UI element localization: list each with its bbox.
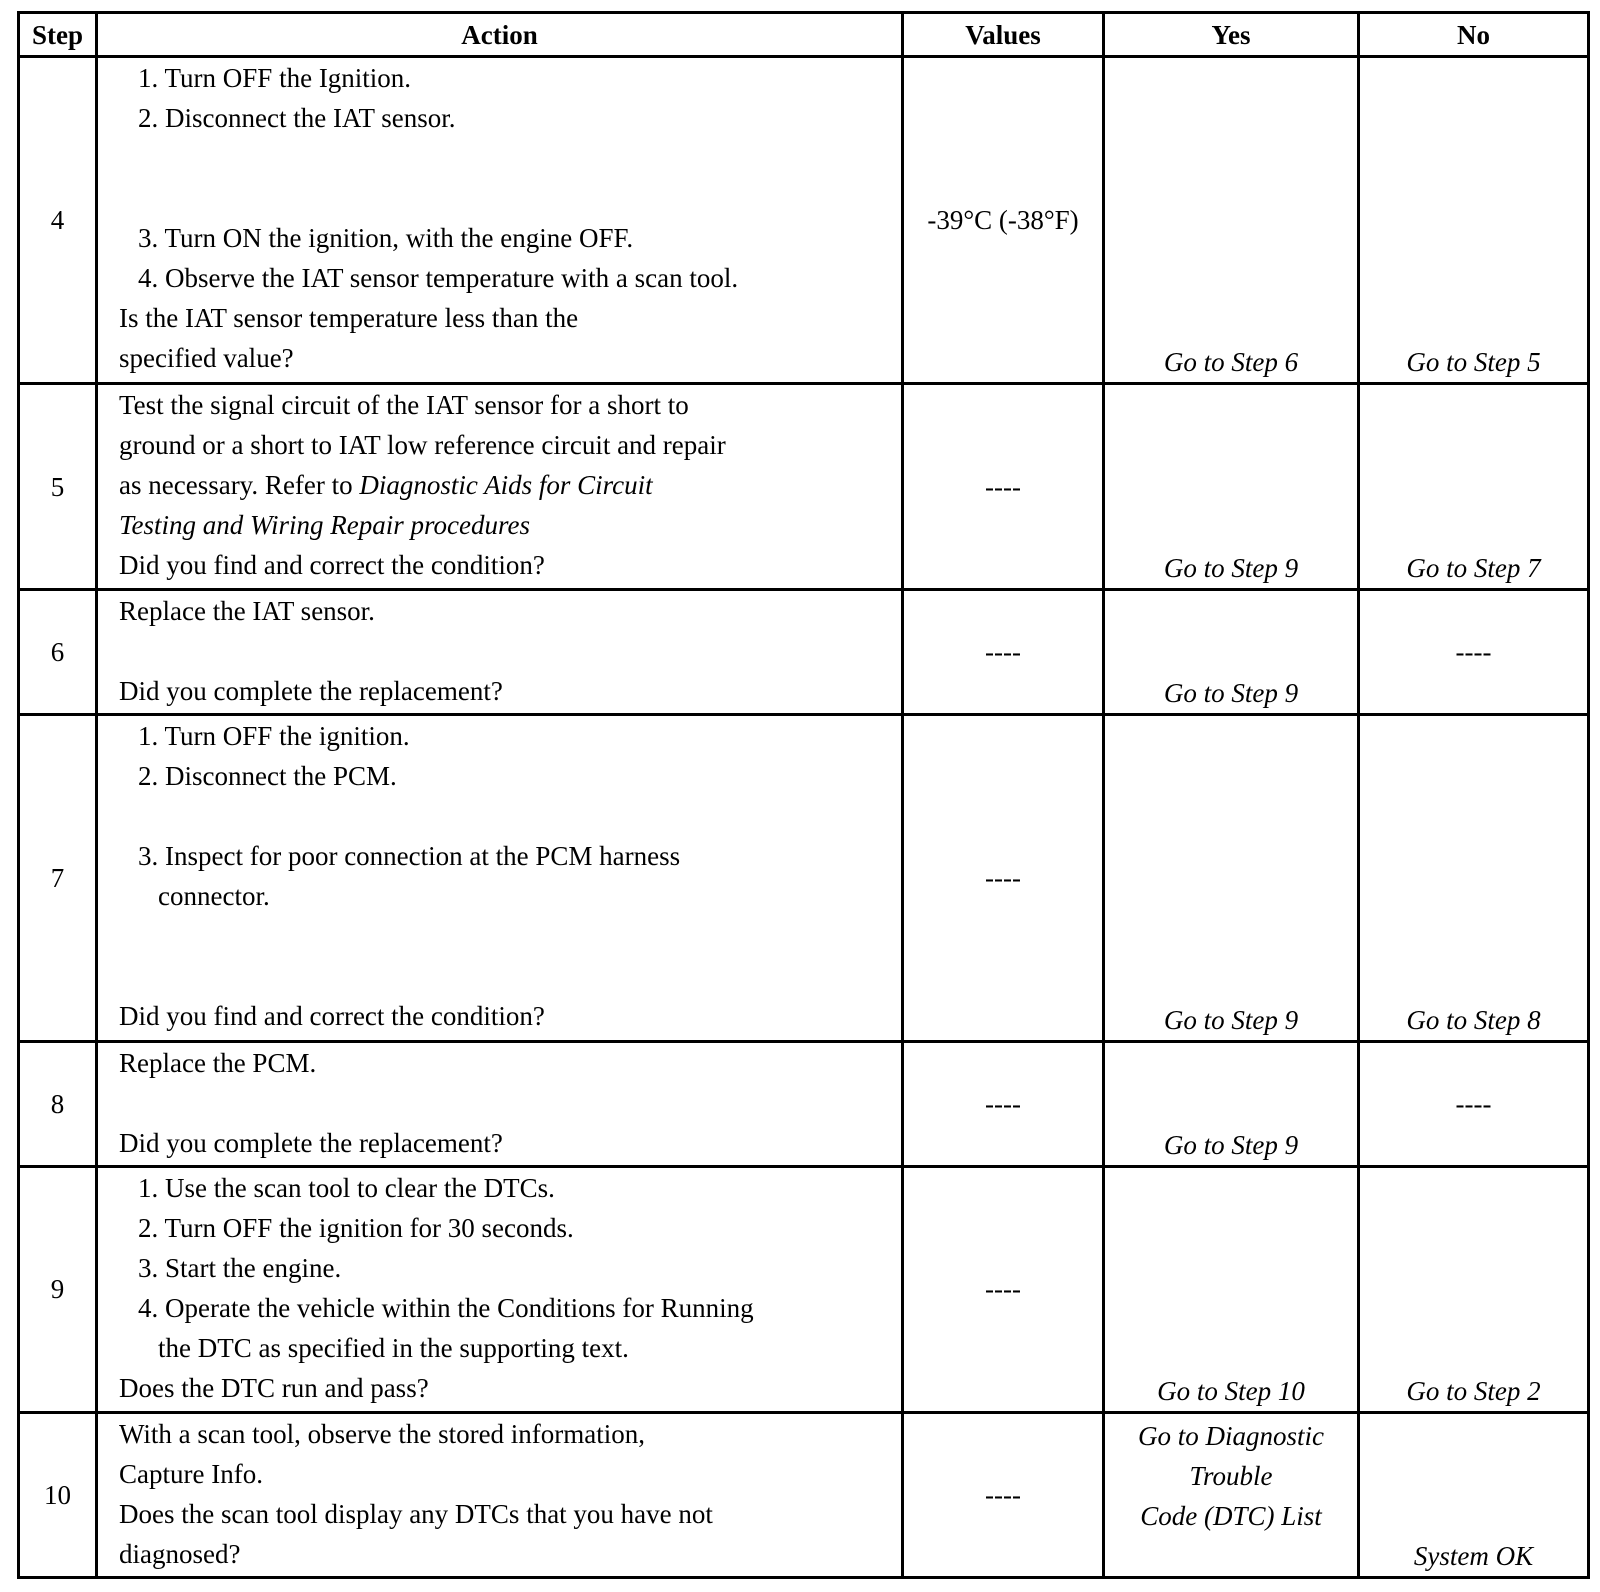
action-reference: Testing and Wiring Repair procedures	[119, 510, 530, 541]
step-number: 4	[19, 57, 97, 384]
values-cell: -39°C (-38°F)	[903, 57, 1104, 384]
values-cell: ----	[903, 714, 1104, 1041]
table-row-step-5	[19, 384, 1589, 590]
action-cell	[97, 590, 903, 715]
action-line: 3. Inspect for poor connection at the PCM harness	[138, 840, 681, 871]
action-line: Replace the PCM.	[119, 1047, 317, 1078]
table-row-step-8	[19, 1041, 1589, 1166]
step-number: 6	[19, 590, 97, 715]
no-cell: Go to Step 5	[1359, 57, 1589, 384]
action-line: 4. Operate the vehicle within the Conditions for Running	[138, 1292, 754, 1323]
step-number: 5	[19, 384, 97, 590]
yes-cell: Go to Step 9	[1104, 714, 1359, 1041]
action-line: Test the signal circuit of the IAT sensor for a short to	[119, 390, 689, 421]
table-row-step-10	[19, 1412, 1589, 1577]
table-row-step-6	[19, 590, 1589, 715]
no-cell: ----	[1359, 590, 1589, 715]
header-step: Step	[19, 13, 97, 57]
no-cell: ----	[1359, 1041, 1589, 1166]
values-cell: ----	[903, 1412, 1104, 1577]
action-line: With a scan tool, observe the stored information,	[119, 1418, 646, 1449]
step-number: 8	[19, 1041, 97, 1166]
yes-cell: Go to Step 9	[1104, 384, 1359, 590]
no-cell: System OK	[1359, 1412, 1589, 1577]
action-line: 2. Disconnect the IAT sensor.	[138, 103, 456, 133]
yes-line: Go to Diagnostic	[1138, 1421, 1324, 1451]
action-question: Did you find and correct the condition?	[119, 1000, 545, 1031]
table-row-step-9	[19, 1166, 1589, 1412]
action-line: 2. Turn OFF the ignition for 30 seconds.	[138, 1212, 574, 1243]
action-cell	[97, 1166, 903, 1412]
yes-line: Code (DTC) List	[1140, 1501, 1322, 1531]
action-line: 1. Use the scan tool to clear the DTCs.	[138, 1172, 555, 1203]
action-line: 3. Turn ON the ignition, with the engine OFF.	[138, 223, 634, 253]
action-cell	[97, 714, 903, 1041]
values-cell: ----	[903, 384, 1104, 590]
action-line: 1. Turn OFF the ignition.	[138, 720, 410, 751]
yes-line: Trouble	[1189, 1461, 1273, 1491]
table-row-step-7	[19, 714, 1589, 1041]
header-action: Action	[97, 13, 903, 57]
action-question: Does the scan tool display any DTCs that you have not	[119, 1498, 713, 1529]
action-line: connector.	[158, 880, 270, 911]
action-cell	[97, 1412, 903, 1577]
header-values: Values	[903, 13, 1104, 57]
yes-cell: Go to Step 10	[1104, 1166, 1359, 1412]
action-cell	[97, 1041, 903, 1166]
step-number: 9	[19, 1166, 97, 1412]
action-line: Capture Info.	[119, 1458, 263, 1489]
yes-cell: Go to Step 9	[1104, 1041, 1359, 1166]
action-line: ground or a short to IAT low reference circuit and repair	[119, 430, 726, 461]
action-question: Did you complete the replacement?	[119, 1127, 503, 1158]
action-text: as necessary. Refer to	[119, 470, 353, 501]
values-cell: ----	[903, 590, 1104, 715]
action-cell	[97, 384, 903, 590]
values-cell: ----	[903, 1166, 1104, 1412]
action-line: 1. Turn OFF the Ignition.	[138, 63, 412, 93]
action-line	[119, 465, 901, 505]
step-number: 10	[19, 1412, 97, 1577]
table-row-step-4	[19, 57, 1589, 384]
action-line: Replace the IAT sensor.	[119, 596, 375, 626]
action-reference: Diagnostic Aids for Circuit	[359, 470, 653, 501]
action-cell	[97, 57, 903, 384]
no-cell: Go to Step 8	[1359, 714, 1589, 1041]
header-yes: Yes	[1104, 13, 1359, 57]
yes-cell: Go to Step 9	[1104, 590, 1359, 715]
action-line: 2. Disconnect the PCM.	[138, 760, 397, 791]
header-no: No	[1359, 13, 1589, 57]
action-question: diagnosed?	[119, 1538, 241, 1569]
action-line: the DTC as specified in the supporting text.	[158, 1332, 629, 1363]
action-question: specified value?	[119, 343, 294, 373]
action-question: Did you find and correct the condition?	[119, 550, 545, 581]
no-cell: Go to Step 2	[1359, 1166, 1589, 1412]
no-cell: Go to Step 7	[1359, 384, 1589, 590]
diagnostic-table	[17, 11, 1590, 1579]
header-row	[19, 13, 1589, 57]
yes-cell: Go to Step 6	[1104, 57, 1359, 384]
step-number: 7	[19, 714, 97, 1041]
action-question: Is the IAT sensor temperature less than the	[119, 303, 579, 333]
action-line: 4. Observe the IAT sensor temperature with a scan tool.	[138, 263, 739, 293]
action-question: Did you complete the replacement?	[119, 676, 503, 706]
values-cell: ----	[903, 1041, 1104, 1166]
action-question: Does the DTC run and pass?	[119, 1372, 429, 1403]
yes-cell	[1104, 1412, 1359, 1577]
action-line: 3. Start the engine.	[138, 1252, 342, 1283]
